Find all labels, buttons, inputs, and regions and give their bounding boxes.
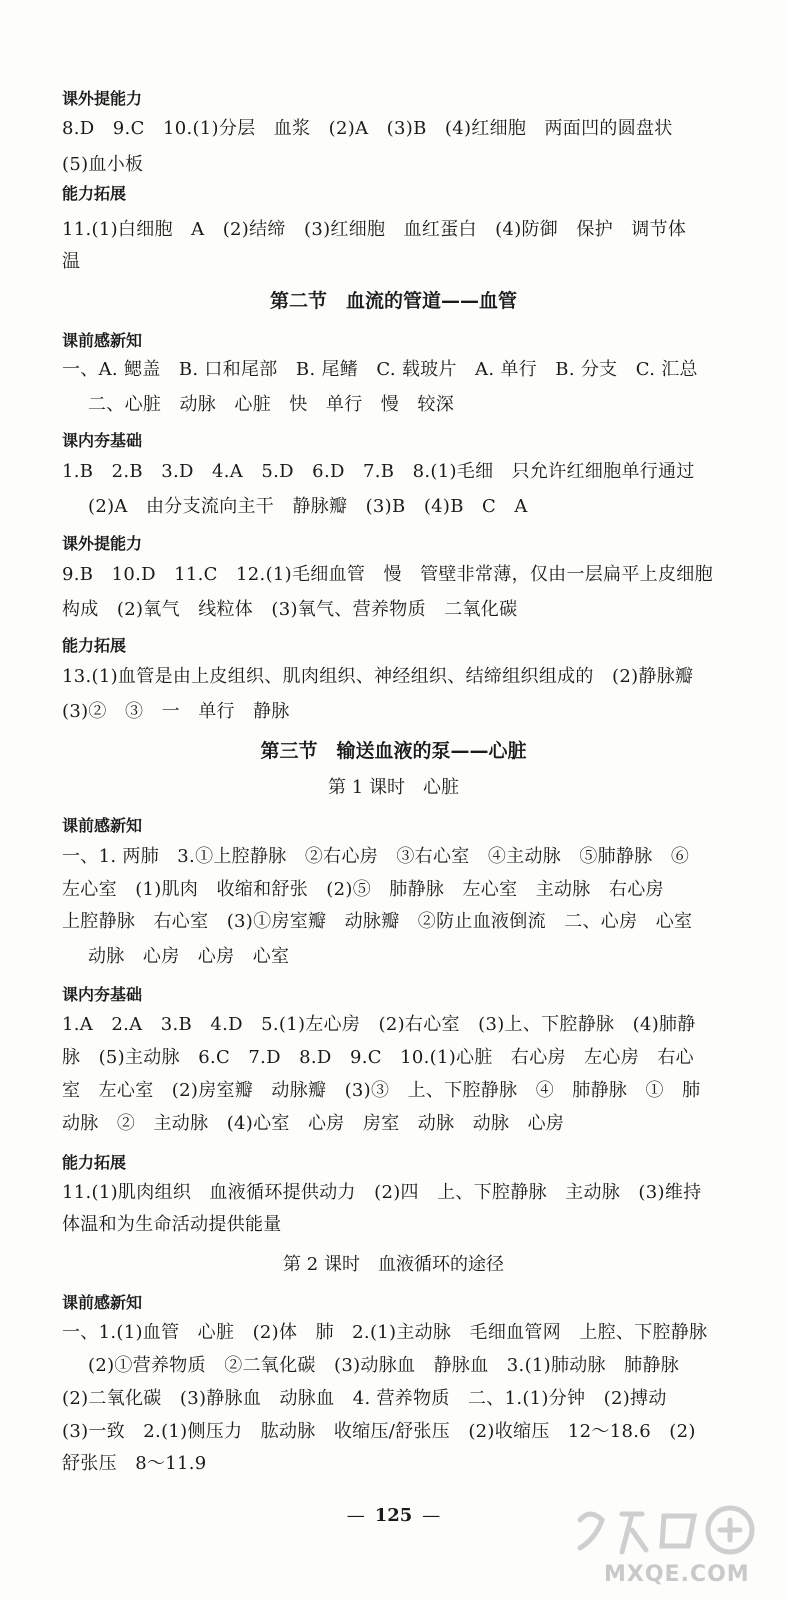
answer-line: (2)二氧化碳 (3)静脉血 动脉血 4. 营养物质 二、1.(1)分钟 (2)搏动 [62,1388,667,1409]
answer-line: (2)A 由分支流向主干 静脉瓣 (3)B (4)B C A [88,496,528,517]
answer-line: (2)①营养物质 ②二氧化碳 (3)动脉血 静脉血 3.(1)肺动脉 肺静脉 [88,1355,680,1376]
answer-line: (5)血小板 [62,154,144,175]
watermark-site: MXQE.COM [604,1562,750,1587]
watermark [560,1500,775,1592]
lesson-title: 第 2 课时 血液循环的途径 [283,1254,504,1275]
answer-line: 构成 (2)氧气 线粒体 (3)氧气、营养物质 二氧化碳 [62,599,518,620]
answer-line: 一、1. 两肺 3.①上腔静脉 ②右心房 ③右心室 ④主动脉 ⑤肺静脉 ⑥ [62,846,690,867]
answer-line: 一、1.(1)血管 心脏 (2)体 肺 2.(1)主动脉 毛细血管网 上腔、下腔静脉 [62,1322,708,1343]
answer-line: 动脉 心房 心房 心室 [88,946,290,967]
section-heading: 课前感新知 [62,331,143,350]
answer-line: 二、心脏 动脉 心脏 快 单行 慢 较深 [88,394,454,415]
answer-line: 舒张压 8～11.9 [62,1453,207,1474]
answer-line: 动脉 ② 主动脉 (4)心室 心房 房室 动脉 动脉 心房 [62,1113,565,1134]
section-heading: 课外提能力 [62,89,143,108]
answer-line: 1.A 2.A 3.B 4.D 5.(1)左心房 (2)右心室 (3)上、下腔静脉 (4)肺静 [62,1014,696,1035]
answer-line: 上腔静脉 右心室 (3)①房室瓣 动脉瓣 ②防止血液倒流 二、心房 心室 [62,911,693,932]
section-heading: 课内夯基础 [62,431,143,450]
page-dash-left: — [346,1505,365,1526]
answer-line: 9.B 10.D 11.C 12.(1)毛细血管 慢 管壁非常薄，仅由一层扁平上皮细胞 [62,564,713,585]
answer-line: 13.(1)血管是由上皮组织、肌肉组织、神经组织、结缔组织组成的 (2)静脉瓣 [62,666,694,687]
answer-line: 室 左心室 (2)房室瓣 动脉瓣 (3)③ 上、下腔静脉 ④ 肺静脉 ① 肺 [62,1080,701,1101]
answer-line: 体温和为生命活动提供能量 [62,1214,282,1235]
answer-line: (3)② ③ 一 单行 静脉 [62,701,290,722]
section-heading: 课前感新知 [62,816,143,835]
answer-line: 脉 (5)主动脉 6.C 7.D 8.D 9.C 10.(1)心脏 右心房 左心房 右心 [62,1047,694,1068]
answer-line: 左心室 (1)肌肉 收缩和舒张 (2)⑤ 肺静脉 左心室 主动脉 右心房 [62,879,664,900]
page-dash-right: — [422,1505,441,1526]
answer-line: 一、A. 鳃盖 B. 口和尾部 B. 尾鳍 C. 载玻片 A. 单行 B. 分支 C. 汇总 [62,359,698,380]
section-heading: 课前感新知 [62,1293,143,1312]
section-title: 第三节 输送血液的泵——心脏 [260,740,527,762]
page-number: 125 [374,1505,413,1526]
section-heading: 能力拓展 [62,636,127,655]
answer-line: 8.D 9.C 10.(1)分层 血浆 (2)A (3)B (4)红细胞 两面凹的圆盘状 [62,118,673,139]
section-title: 第二节 血流的管道——血管 [269,290,517,312]
section-heading: 课外提能力 [62,534,143,553]
answer-line: (3)一致 2.(1)侧压力 肱动脉 收缩压/舒张压 (2)收缩压 12～18.6 (2) [62,1421,696,1442]
lesson-title: 第 1 课时 心脏 [328,777,459,798]
section-heading: 能力拓展 [62,1153,127,1172]
answer-line: 11.(1)白细胞 A (2)结缔 (3)红细胞 血红蛋白 (4)防御 保护 调节体 [62,219,687,240]
answer-line: 温 [62,251,81,272]
section-heading: 课内夯基础 [62,985,143,1004]
answer-line: 11.(1)肌肉组织 血液循环提供动力 (2)四 上、下腔静脉 主动脉 (3)维持 [62,1182,702,1203]
answer-line: 1.B 2.B 3.D 4.A 5.D 6.D 7.B 8.(1)毛细 只允许红细胞单行通过 [62,461,695,482]
section-heading: 能力拓展 [62,184,127,203]
